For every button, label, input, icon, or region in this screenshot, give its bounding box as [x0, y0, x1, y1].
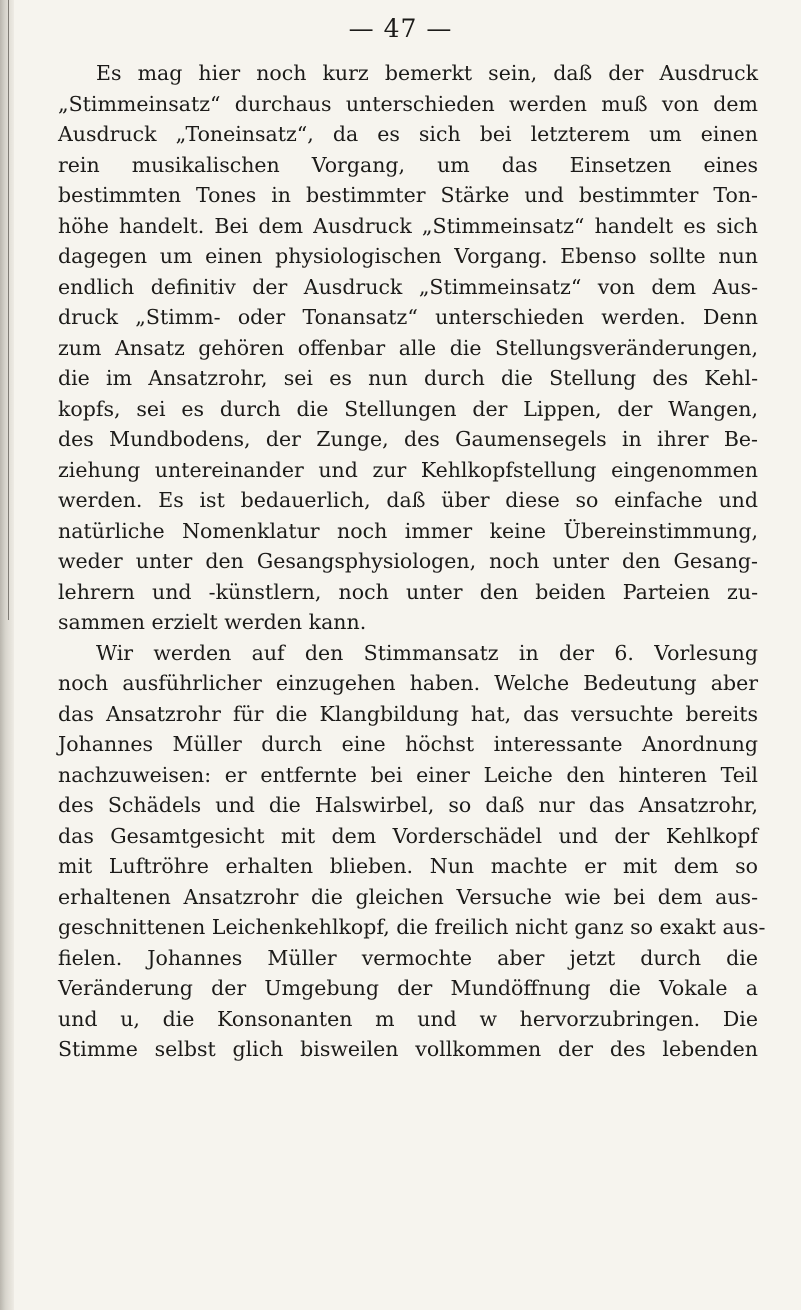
paragraph-1: [58, 58, 758, 638]
text-line: erhaltenen Ansatzrohr die gleichen Versuche wie bei dem aus-: [58, 884, 758, 909]
text-line: ziehung untereinander und zur Kehlkopfstellung eingenommen: [58, 457, 758, 482]
text-line: fielen. Johannes Müller vermochte aber jetzt durch die: [58, 945, 758, 970]
text-line: sammen erzielt werden kann.: [58, 610, 367, 634]
text-line: höhe handelt. Bei dem Ausdruck „Stimmeinsatz“ handelt es sich: [58, 213, 758, 238]
text-line: Wir werden auf den Stimmansatz in der 6. Vorlesung: [96, 640, 758, 665]
paragraph-2: [58, 638, 766, 1065]
binding-gutter: [0, 0, 14, 1310]
text-line: „Stimmeinsatz“ durchaus unterschieden werden muß von dem: [58, 91, 758, 116]
text-line: bestimmten Tones in bestimmter Stärke und bestimmter Ton-: [58, 183, 758, 207]
text-line: des Schädels und die Halswirbel, so daß nur das Ansatzrohr,: [58, 793, 758, 817]
text-line: mit Luftröhre erhalten blieben. Nun machte er mit dem so: [58, 854, 758, 878]
text-line: weder unter den Gesangsphysiologen, noch unter den Gesang-: [58, 549, 758, 573]
text-line: nachzuweisen: er entfernte bei einer Leiche den hinteren Teil: [58, 762, 758, 787]
page-number: — 47 —: [348, 14, 453, 43]
text-line: druck „Stimm- oder Tonansatz“ unterschieden werden. Denn: [58, 305, 758, 329]
text-line: Stimme selbst glich bisweilen vollkommen der des lebenden: [58, 1037, 758, 1061]
text-line: noch ausführlicher einzugehen haben. Welche Bedeutung aber: [58, 671, 758, 695]
text-line: das Ansatzrohr für die Klangbildung hat, das versuchte bereits: [58, 701, 758, 726]
text-line: das Gesamtgesicht mit dem Vorderschädel und der Kehlkopf: [58, 823, 758, 848]
text-line: kopfs, sei es durch die Stellungen der Lippen, der Wangen,: [58, 396, 758, 421]
gutter-edge-line: [8, 0, 9, 620]
text-line: des Mundbodens, der Zunge, des Gaumensegels in ihrer Be-: [58, 427, 758, 451]
text-line: rein musikalischen Vorgang, um das Einsetzen eines: [58, 152, 758, 177]
text-line: natürliche Nomenklatur noch immer keine Übereinstimmung,: [58, 518, 758, 543]
text-line: Johannes Müller durch eine höchst interessante Anordnung: [58, 732, 758, 756]
text-line: zum Ansatz gehören offenbar alle die Stellungsveränderungen,: [58, 335, 758, 360]
text-line: und u, die Konsonanten m und w hervorzubringen. Die: [58, 1006, 758, 1031]
text-line: Ausdruck „Toneinsatz“, da es sich bei letzterem um einen: [58, 122, 758, 146]
text-line: die im Ansatzrohr, sei es nun durch die Stellung des Kehl-: [58, 366, 758, 390]
text-line: geschnittenen Leichenkehlkopf, die freilich nicht ganz so exakt aus-: [58, 915, 766, 939]
body-text: [58, 58, 766, 1065]
text-line: Es mag hier noch kurz bemerkt sein, daß der Ausdruck: [96, 61, 758, 85]
text-line: dagegen um einen physiologischen Vorgang. Ebenso sollte nun: [58, 244, 758, 268]
text-line: lehrern und -künstlern, noch unter den beiden Parteien zu-: [58, 579, 758, 604]
text-line: werden. Es ist bedauerlich, daß über diese so einfache und: [58, 488, 758, 512]
text-line: endlich definitiv der Ausdruck „Stimmeinsatz“ von dem Aus-: [58, 274, 758, 299]
text-line: Veränderung der Umgebung der Mundöffnung die Vokale a: [58, 976, 758, 1000]
